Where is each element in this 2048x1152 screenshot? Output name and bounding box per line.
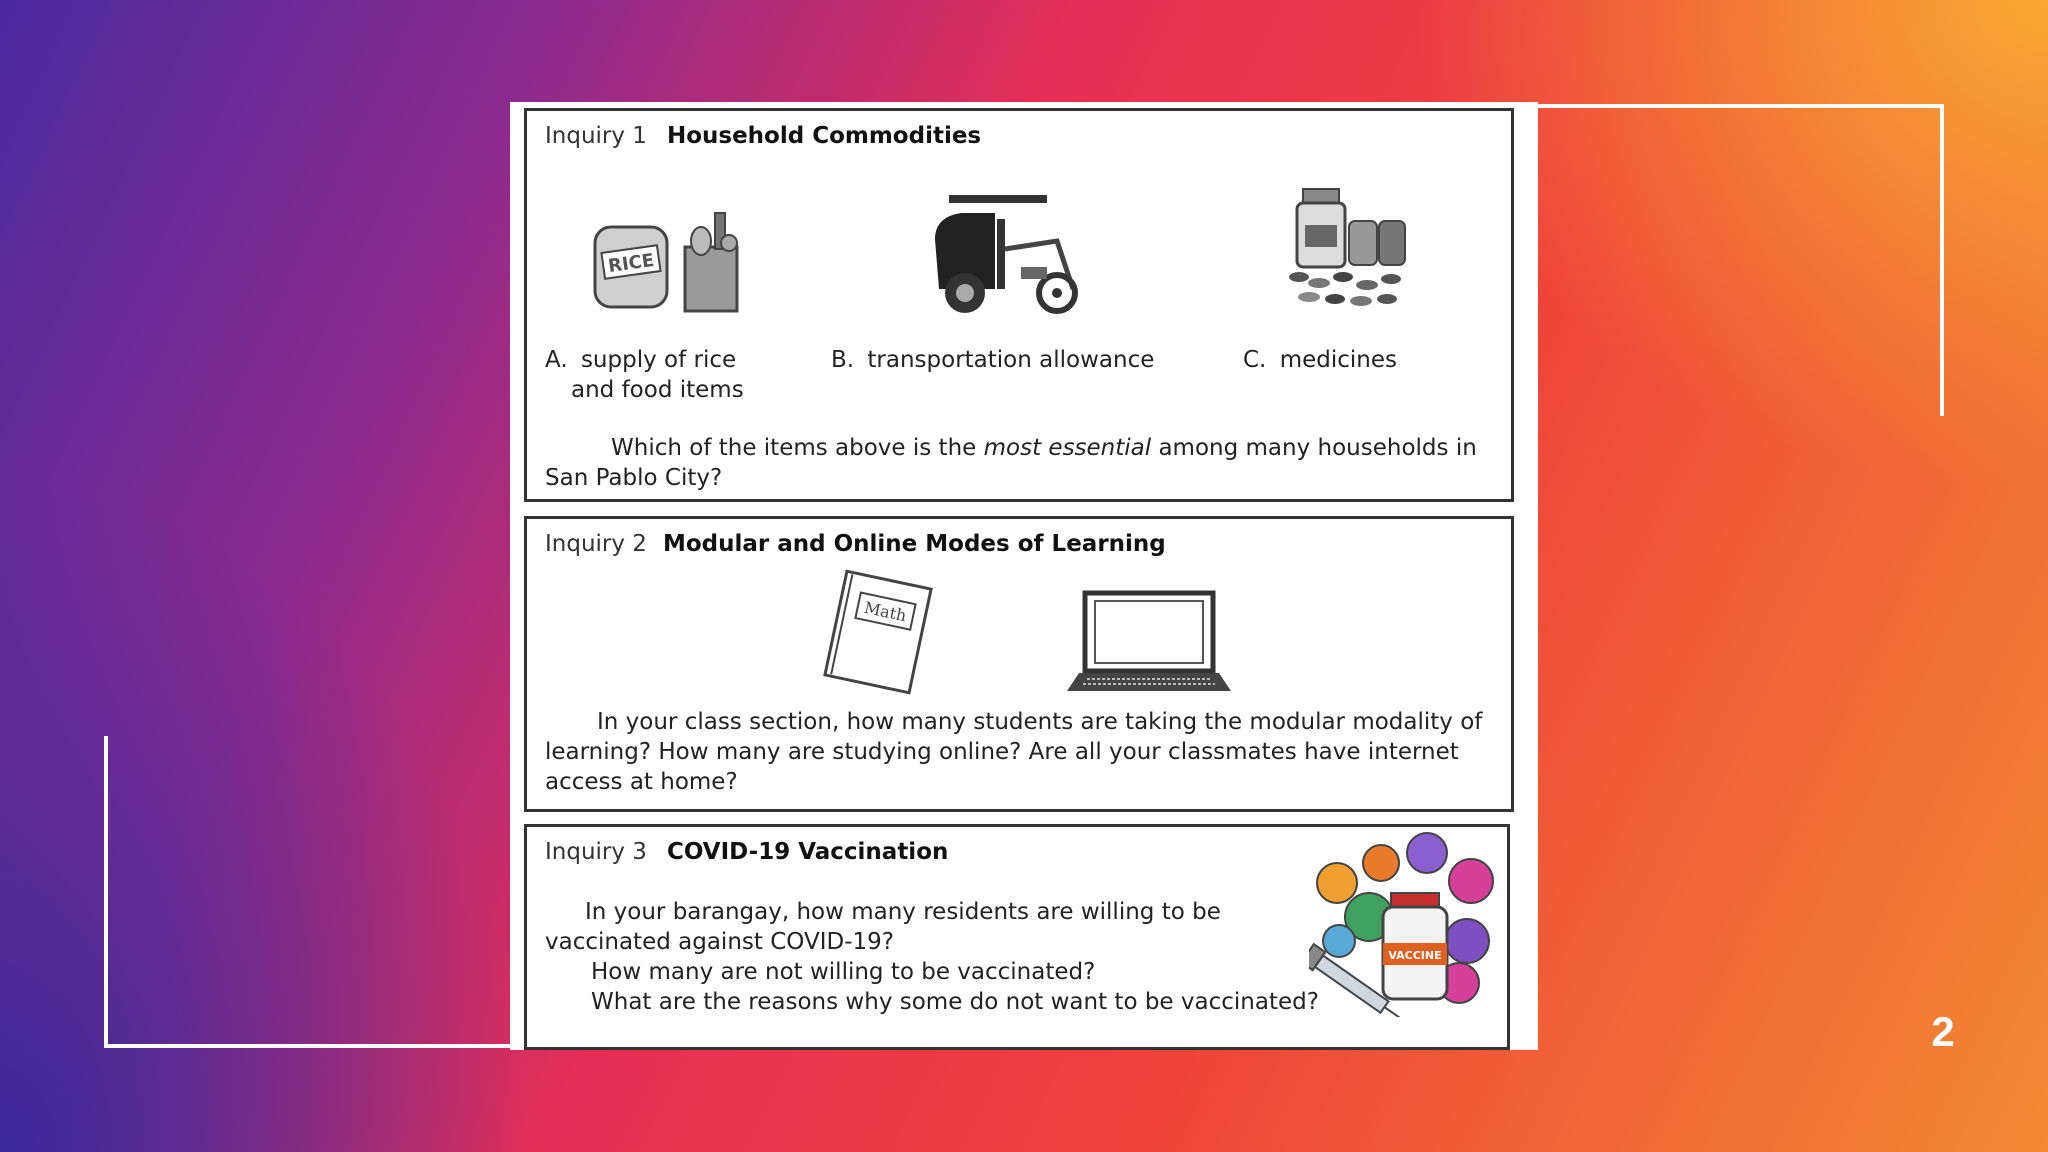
option-a-label-line2: and food items	[571, 377, 744, 403]
option-a-label-line1: supply of rice	[580, 347, 737, 373]
svg-text:RICE: RICE	[606, 249, 656, 278]
inquiry-3-line1: In your barangay, how many residents are willing to be	[585, 899, 1221, 925]
inquiry-1-question	[545, 433, 1505, 493]
tricycle-icon	[925, 189, 1085, 319]
inquiry-2-question-line1: In your class section, how many students are taking the modular modality of	[597, 709, 1483, 735]
inquiry-1-box	[524, 108, 1514, 502]
option-b-letter: B.	[831, 347, 855, 373]
inquiry-2-label: Inquiry 2	[545, 531, 647, 557]
slide-number: 2	[1931, 1008, 1955, 1055]
inquiry-1-question-line2: San Pablo City?	[545, 465, 723, 491]
frame-line-left	[104, 736, 108, 1048]
inquiry-1-title: Household Commodities	[666, 123, 982, 149]
inquiry-3-line2: vaccinated against COVID-19?	[545, 929, 894, 955]
option-a-letter: A.	[545, 347, 568, 373]
option-b	[831, 345, 1154, 375]
math-module-icon	[813, 567, 943, 697]
inquiry-3-title: COVID-19 Vaccination	[666, 839, 949, 865]
inquiry-3-question	[545, 897, 1345, 1017]
option-b-label: transportation allowance	[867, 347, 1155, 373]
laptop-icon	[1065, 589, 1233, 697]
option-c	[1243, 345, 1397, 375]
inquiry-1-label: Inquiry 1	[545, 123, 647, 149]
frame-line-top-right	[1538, 104, 1944, 108]
inquiry-1-question-emphasis: most essential	[983, 435, 1152, 461]
inquiry-2-box	[524, 516, 1514, 812]
inquiry-2-question-line2: learning? How many are studying online? Are all your classmates have internet	[545, 739, 1459, 765]
frame-line-bottom-left	[104, 1044, 512, 1048]
option-c-label: medicines	[1279, 347, 1397, 373]
inquiry-3-heading	[545, 839, 948, 865]
worksheet-image	[510, 102, 1538, 1050]
inquiry-1-question-post: among many households in	[1151, 435, 1477, 461]
math-module-label: Math	[862, 597, 909, 626]
inquiry-3-label: Inquiry 3	[545, 839, 647, 865]
inquiry-3-line3: How many are not willing to be vaccinated?	[591, 959, 1096, 985]
medicines-icon	[1283, 181, 1413, 313]
option-c-letter: C.	[1243, 347, 1267, 373]
vaccine-virus-icon	[1309, 831, 1505, 1017]
option-a	[545, 345, 744, 405]
inquiry-2-title: Modular and Online Modes of Learning	[662, 531, 1166, 557]
inquiry-3-box	[524, 824, 1510, 1050]
inquiry-1-question-pre: Which of the items above is the	[611, 435, 984, 461]
inquiry-2-heading	[545, 531, 1166, 557]
vaccine-label: VACCINE	[1388, 949, 1442, 962]
inquiry-1-heading	[545, 123, 981, 149]
inquiry-2-question	[545, 707, 1495, 797]
frame-line-right	[1940, 104, 1944, 416]
inquiry-3-line4: What are the reasons why some do not want to be vaccinated?	[591, 989, 1319, 1015]
inquiry-2-question-line3: access at home?	[545, 769, 738, 795]
rice-bag-icon	[589, 207, 749, 317]
